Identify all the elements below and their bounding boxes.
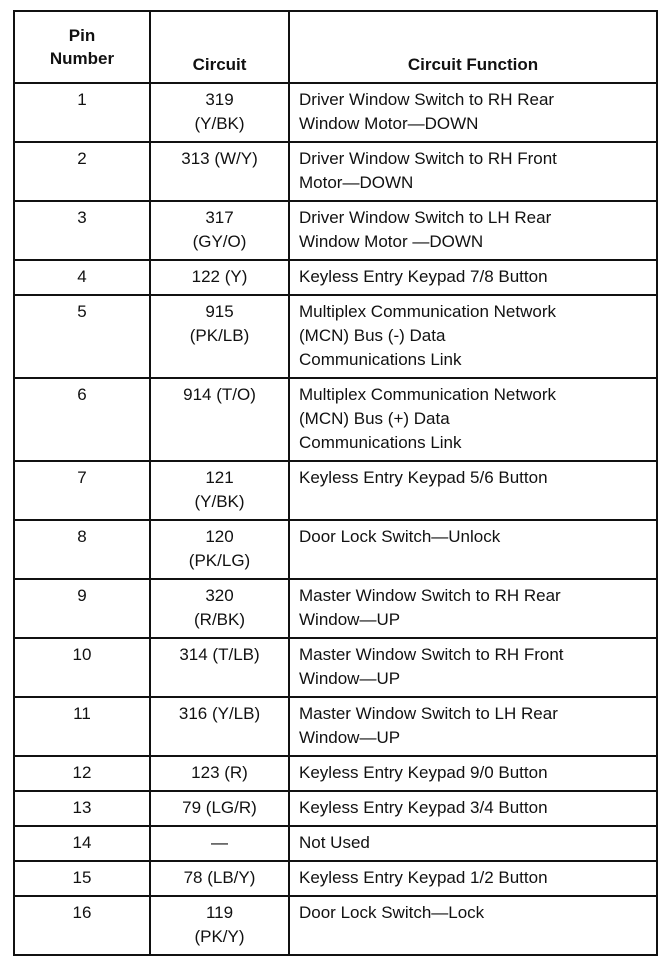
- circuit-function-cell: [289, 756, 657, 791]
- table-row: [14, 896, 657, 955]
- circuit-function-cell: [289, 83, 657, 142]
- circuit-line: (Y/BK): [194, 492, 245, 511]
- function-line: Keyless Entry Keypad 1/2 Button: [299, 868, 548, 887]
- circuit-cell: [150, 378, 289, 461]
- pin-number-cell: 8: [14, 520, 150, 579]
- circuit-cell: [150, 260, 289, 295]
- circuit-line: 915: [205, 302, 234, 321]
- table-row: [14, 861, 657, 896]
- table-row: [14, 83, 657, 142]
- pin-number-cell: 13: [14, 791, 150, 826]
- function-line: Driver Window Switch to RH Front: [299, 149, 557, 168]
- function-line: Driver Window Switch to LH Rear: [299, 208, 552, 227]
- circuit-function-cell: [289, 378, 657, 461]
- table-row: [14, 201, 657, 260]
- circuit-line: —: [211, 833, 228, 852]
- pin-header-line2: Number: [49, 49, 115, 68]
- circuit-line: (PK/Y): [194, 927, 245, 946]
- circuit-line: (PK/LB): [189, 326, 250, 345]
- circuit-cell: [150, 142, 289, 201]
- circuit-line: 317: [205, 208, 234, 227]
- circuit-cell: [150, 83, 289, 142]
- table-row: [14, 791, 657, 826]
- circuit-line: 122 (Y): [191, 267, 248, 286]
- circuit-function-cell: [289, 791, 657, 826]
- circuit-function-cell: [289, 826, 657, 861]
- function-line: Door Lock Switch—Unlock: [299, 527, 501, 546]
- function-line: Window—UP: [299, 669, 401, 688]
- function-line: Keyless Entry Keypad 5/6 Button: [299, 468, 548, 487]
- function-line: Master Window Switch to LH Rear: [299, 704, 558, 723]
- circuit-cell: [150, 896, 289, 955]
- circuit-line: 119: [205, 903, 234, 922]
- circuit-cell: [150, 697, 289, 756]
- function-line: Window—UP: [299, 728, 401, 747]
- function-line: Window Motor—DOWN: [299, 114, 479, 133]
- circuit-line: 79 (LG/R): [182, 798, 257, 817]
- circuit-line: 316 (Y/LB): [178, 704, 261, 723]
- function-line: Window—UP: [299, 610, 401, 629]
- function-line: Window Motor —DOWN: [299, 232, 484, 251]
- circuit-line: 120: [205, 527, 234, 546]
- circuit-line: 314 (T/LB): [179, 645, 260, 664]
- circuit-cell: [150, 756, 289, 791]
- circuit-line: 78 (LB/Y): [183, 868, 256, 887]
- function-line: Door Lock Switch—Lock: [299, 903, 485, 922]
- circuit-function-cell: [289, 896, 657, 955]
- circuit-function-cell: [289, 638, 657, 697]
- circuit-line: 320: [205, 586, 234, 605]
- table-row: [14, 461, 657, 520]
- function-line: Communications Link: [299, 350, 462, 369]
- function-line: Keyless Entry Keypad 7/8 Button: [299, 267, 548, 286]
- table-row: [14, 579, 657, 638]
- pin-number-cell: 4: [14, 260, 150, 295]
- circuit-header: Circuit: [150, 11, 289, 83]
- circuit-line: 313 (W/Y): [181, 149, 258, 168]
- function-line: Master Window Switch to RH Rear: [299, 586, 561, 605]
- circuit-function-header: Circuit Function: [289, 11, 657, 83]
- circuit-cell: [150, 861, 289, 896]
- circuit-function-cell: [289, 861, 657, 896]
- pin-number-cell: 10: [14, 638, 150, 697]
- function-line: (MCN) Bus (-) Data: [299, 326, 446, 345]
- circuit-cell: [150, 579, 289, 638]
- pin-number-cell: 1: [14, 83, 150, 142]
- circuit-cell: [150, 461, 289, 520]
- pin-number-cell: 11: [14, 697, 150, 756]
- table-row: [14, 826, 657, 861]
- circuit-line: 121: [205, 468, 234, 487]
- table-row: [14, 520, 657, 579]
- circuit-line: (PK/LG): [188, 551, 251, 570]
- function-line: Master Window Switch to RH Front: [299, 645, 564, 664]
- circuit-function-cell: [289, 697, 657, 756]
- table-row: [14, 295, 657, 378]
- circuit-cell: [150, 295, 289, 378]
- circuit-function-cell: [289, 142, 657, 201]
- table-row: [14, 142, 657, 201]
- pin-number-cell: 5: [14, 295, 150, 378]
- function-line: Not Used: [299, 833, 370, 852]
- function-line: Multiplex Communication Network: [299, 302, 556, 321]
- table-body: [14, 83, 657, 955]
- circuit-line: 319: [205, 90, 234, 109]
- pin-header-line1: Pin: [68, 26, 96, 45]
- circuit-line: (Y/BK): [194, 114, 245, 133]
- circuit-cell: [150, 638, 289, 697]
- circuit-function-cell: [289, 461, 657, 520]
- circuit-function-cell: [289, 260, 657, 295]
- circuit-line: 914 (T/O): [183, 385, 256, 404]
- circuit-cell: [150, 520, 289, 579]
- circuit-line: 123 (R): [191, 763, 248, 782]
- circuit-function-cell: [289, 295, 657, 378]
- pin-number-cell: 14: [14, 826, 150, 861]
- circuit-function-cell: [289, 579, 657, 638]
- pin-number-cell: 6: [14, 378, 150, 461]
- table-row: [14, 260, 657, 295]
- function-line: Motor—DOWN: [299, 173, 414, 192]
- circuit-cell: [150, 791, 289, 826]
- circuit-cell: [150, 826, 289, 861]
- circuit-function-cell: [289, 201, 657, 260]
- function-line: Communications Link: [299, 433, 462, 452]
- circuit-function-cell: [289, 520, 657, 579]
- table-row: [14, 378, 657, 461]
- function-line: Keyless Entry Keypad 3/4 Button: [299, 798, 548, 817]
- pin-circuit-table-container: [13, 10, 656, 956]
- table-row: [14, 638, 657, 697]
- pin-number-cell: 15: [14, 861, 150, 896]
- table-header-row: [14, 11, 657, 83]
- pin-number-cell: 12: [14, 756, 150, 791]
- pin-number-cell: 3: [14, 201, 150, 260]
- circuit-line: (R/BK): [194, 610, 245, 629]
- function-line: Keyless Entry Keypad 9/0 Button: [299, 763, 548, 782]
- table-row: [14, 756, 657, 791]
- pin-circuit-table: [13, 10, 658, 956]
- function-line: Driver Window Switch to RH Rear: [299, 90, 555, 109]
- table-row: [14, 697, 657, 756]
- pin-number-cell: 2: [14, 142, 150, 201]
- pin-number-cell: 9: [14, 579, 150, 638]
- circuit-cell: [150, 201, 289, 260]
- function-line: Multiplex Communication Network: [299, 385, 556, 404]
- pin-number-cell: 16: [14, 896, 150, 955]
- pin-number-header: [14, 11, 150, 83]
- function-line: (MCN) Bus (+) Data: [299, 409, 450, 428]
- pin-number-cell: 7: [14, 461, 150, 520]
- circuit-line: (GY/O): [192, 232, 247, 251]
